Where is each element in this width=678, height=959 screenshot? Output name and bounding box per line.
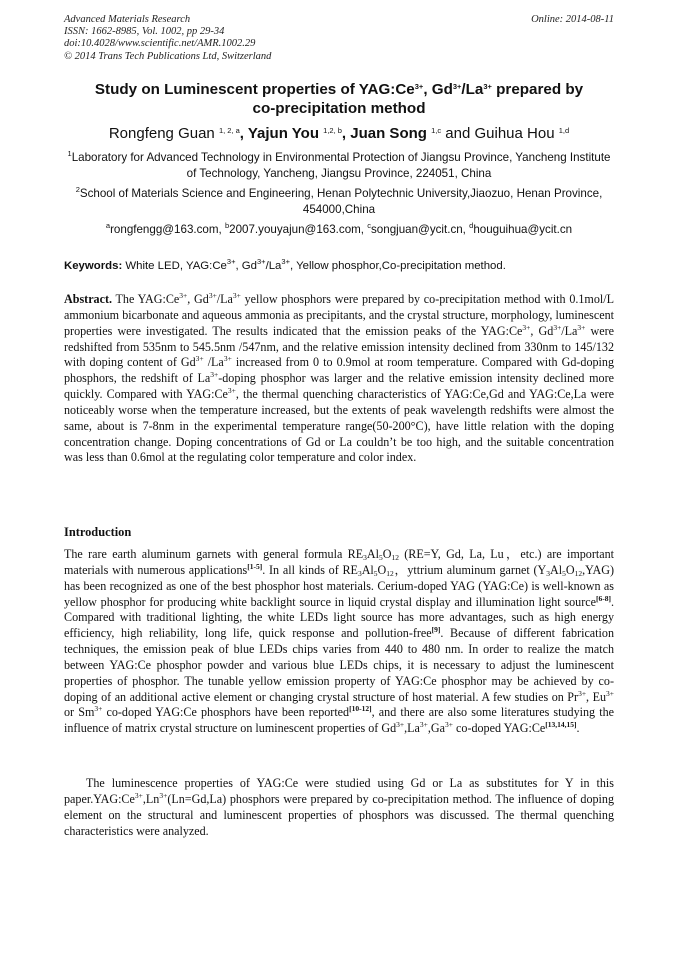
author-emails: $^a$rongfengg@163.com, $^b$2007.youyajun@163.com, $^c$songjuan@ycit.cn, $^d$houguihua@ycit.cn — [105, 221, 573, 236]
citation: [1-5] — [247, 561, 263, 571]
doi-line: doi:10.4028/www.scientific.net/AMR.1002.29 — [64, 38, 256, 50]
citation: [13,14,15] — [545, 720, 577, 730]
section-heading-introduction: Introduction — [64, 525, 132, 539]
affiliation-2: $^2$School of Materials Science and Engineering, Henan Polytechnic University,Jiaozuo, Henan Province, 454000,China — [75, 185, 603, 216]
issn-line: ISSN: 1662-8985, Vol. 1002, pp 29-34 — [64, 26, 225, 38]
affiliation-1: $^1$Laboratory for Advanced Technology in Environmental Protection of Jiangsu Province, Yancheng Institute of Technology, Yancheng, Jiangsu Province, 224051, China — [67, 149, 611, 180]
paper-title: Study on Luminescent properties of $YAG:Ce^{3+}$, $Gd^{3+}/La^{3+}$ prepared by co-precipitation method — [94, 81, 584, 117]
citation: [9] — [431, 625, 441, 635]
introduction-paragraph-2: The luminescence properties of YAG:Ce were studied using Gd or La as substitutes for Y in this $paper.YAG:Ce^{3+},Ln^{3+}(Ln=Gd,La)$ phosphors were prepared by co-precipitation method. The influence of doping element on the structural and luminescent properties of phosphors was discussed. The thermal quenching characteristics were analyzed. — [64, 776, 614, 838]
journal-header — [64, 14, 271, 63]
abstract: Abstract. The $YAG:Ce^{3+}$, $Gd^{3+}/La^{3+}$ yellow phosphors were prepared by co-precipitation method with 0.1mol/L ammonium bicarbonate and aqueous ammonia as precipitants, and the crystal structure, morphology, luminescent properties were investigated. The results indicated that the emission peaks of the $YAG:Ce^{3+}$, $Gd^{3+}/La^{3+}$ were redshifted from 535nm to 545.5nm /547nm, and the relative emission intensity declined from 330nm to 145/132 with doping content of $Gd^{3+}$ $/La^{3+}$ increased from 0 to 0.9mol at room temperature. Compared with Gd-doping phosphors, the redshift of $La^{3+}$-doping phosphor was larger and the relative emission intensity declined more quickly. Compared with $YAG:Ce^{3+}$, the thermal quenching characteristics of YAG:Ce,Gd and YAG:Ce,La were noticeably worse when the temperature increased, but the extents of peak wavelength redshifts were almost the same, about is 7-8nm in the experimental temperature range(50-200°C), have little relation with the doping concentration change. Doping concentrations of Gd or La couldn’t be too high, and the suitable concentration was less than 0.6mol at the regulating color temperature and color index. — [64, 291, 614, 465]
keywords-label: Keywords: — [64, 260, 123, 272]
author-list: Rongfeng Guan $^{1, 2, a}$, Yajun You $^{1,2, b}$, Juan Song $^{1,c}$ and Guihua Hou $^{1,d}$ — [108, 125, 570, 142]
abstract-label: Abstract. — [64, 292, 113, 306]
introduction-paragraph-1: The rare earth aluminum garnets with general formula $RE_3Al_5O_{12}$ (RE=Y, Gd, La, Lu，etc.) are important materials with numerous applications[1-5]. In all kinds of $RE_3Al_5O_{12}$，yttrium aluminum garnet $(Y_3Al_5O_{12},YAG)$ has been recognized as one of the best phosphor host materials. Cerium-doped YAG (YAG:Ce) is well-known as yellow phosphor for producing white backlight source in liquid crystal display and illumination light source[6-8]. Compared with traditional lighting, the white LEDs light source has more advantages, such as high energy efficiency, high reliability, long life, quick response and pollution-free[9]. Because of different fabrication techniques, the emission peak of blue LEDs chips varies from 440 to 480 nm. In order to realize the match between YAG:Ce phosphor powder and various blue LEDs chips, it is necessary to adjust the luminescent properties of phosphor. The tunable yellow emission property of YAG:Ce phosphor may be achieved by co-doping of an additional active element or changing crystal structure of host material. A few studies on $Pr^{3+}$, $Eu^{3+}$ or $Sm^{3+}$ co-doped YAG:Ce phosphors have been reported[10-12], and there are also some literatures studying the influence of matrix crystal structure on luminescent properties of $Gd^{3+},La^{3+},Ga^{3+}$ co-doped YAG:Ce[13,14,15]. — [64, 547, 615, 736]
keywords: Keywords: White LED, $YAG:Ce^{3+}$, $Gd^{3+}/La^{3+}$, Yellow phosphor,Co-precipitation method. — [64, 257, 506, 272]
citation: [10-12] — [349, 704, 372, 714]
citation: [6-8] — [595, 593, 611, 603]
online-date: Online: 2014-08-11 — [531, 14, 614, 25]
journal-name: Advanced Materials Research — [64, 14, 191, 25]
copyright-line: © 2014 Trans Tech Publications Ltd, Switzerland — [64, 50, 272, 62]
paper-title-line2: co-precipitation method — [252, 100, 426, 117]
author-1: Rongfeng Guan — [108, 125, 219, 142]
